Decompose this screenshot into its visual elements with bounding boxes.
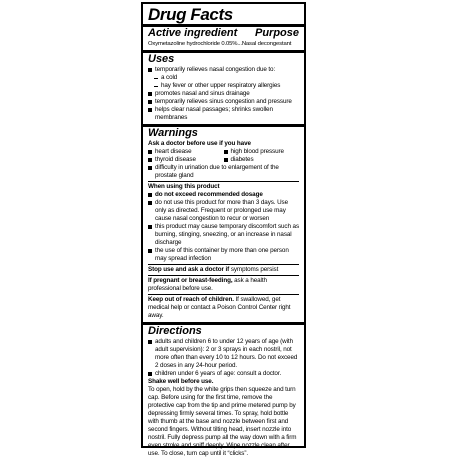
list-item: high blood pressure: [224, 148, 300, 156]
keep-out-text: If swallowed, get medical help or contact a Poison Control Center right away.: [148, 296, 291, 319]
active-ingredient-name: Oxymetazoline hydrochloride 0.05%: [148, 41, 238, 47]
list-item: thyroid disease: [148, 156, 224, 164]
list-item: do not use this product for more than 3 days. Use only as directed. Frequent or prolonged use may cause nasal congestion to recur or worsen: [148, 199, 299, 223]
warnings-section: [143, 124, 304, 322]
list-item: do not exceed recommended dosage: [148, 191, 299, 199]
pregnant-label: If pregnant or breast-feeding,: [148, 277, 233, 284]
keep-out-label: Keep out of reach of children.: [148, 296, 234, 303]
list-item: heart disease: [148, 148, 224, 156]
when-using-list: [148, 191, 299, 265]
leader-dots: ...: [237, 41, 242, 47]
list-item: difficulty in urination due to enlargement of the prostate gland: [148, 164, 299, 180]
list-item: adults and children 6 to under 12 years of age (with adult supervision): 2 or 3 sprays in each nostril, not more often than every 10 to 12 hours. Do not exceed 2 doses in any 24-hour period.: [148, 338, 299, 370]
uses-heading: Uses: [148, 53, 175, 65]
list-item: a cold: [148, 74, 299, 82]
list-item: hay fever or other upper respiratory allergies: [148, 82, 299, 90]
pregnant-line: [148, 277, 299, 295]
drug-facts-title: Drug Facts: [148, 5, 233, 24]
stop-use-line: [148, 266, 299, 276]
list-item: temporarily relieves nasal congestion due to:: [148, 66, 299, 74]
shake-notice: Shake well before use.: [148, 378, 214, 385]
active-ingredient-section: [143, 24, 304, 50]
uses-section: [143, 50, 304, 124]
keep-out-line: [148, 296, 299, 320]
directions-section: [143, 322, 304, 458]
conditions-list: [148, 148, 299, 164]
drug-facts-header: [143, 4, 304, 24]
stop-use-text: symptoms persist: [229, 266, 279, 273]
list-item: helps clear nasal passages; shrinks swollen membranes: [148, 106, 299, 122]
directions-instructions: To open, hold by the white grips then squeeze and turn cap. Before using for the first time, remove the protective cap from the tip and prime metered pump by depressing firmly several times. To spray, hold bottle with thumb at the base and nozzle between first and second fingers. Without tilting head, insert nozzle into nostril. Fully depress pump all the way down with a firm even stroke and sniff deeply. Wipe nozzle clean after use. To close, turn cap until it “clicks”.: [148, 386, 297, 457]
list-item: this product may cause temporary discomfort such as burning, stinging, sneezing, or an increase in nasal discharge: [148, 223, 299, 247]
list-item: the use of this container by more than one person may spread infection: [148, 247, 299, 263]
list-item: children under 6 years of age: consult a doctor.: [148, 370, 299, 378]
list-item: promotes nasal and sinus drainage: [148, 90, 299, 98]
list-item: temporarily relieves sinus congestion and pressure: [148, 98, 299, 106]
list-item: diabetes: [224, 156, 300, 164]
uses-list: [148, 66, 299, 122]
active-ingredient-line: [148, 40, 299, 50]
when-using-heading: When using this product: [148, 183, 220, 190]
directions-heading: Directions: [148, 325, 202, 337]
warnings-heading: Warnings: [148, 127, 198, 139]
ask-doctor-heading: Ask a doctor before use if you have: [148, 140, 251, 147]
conditions-list-long: [148, 164, 299, 182]
stop-use-label: Stop use and ask a doctor if: [148, 266, 230, 273]
purpose-text: Nasal decongestant: [241, 41, 292, 47]
directions-list: [148, 338, 299, 378]
purpose-heading: Purpose: [254, 27, 299, 39]
active-ingredient-heading: Active ingredient: [148, 27, 238, 39]
drug-facts-panel: [141, 2, 306, 457]
pregnant-text: ask a health professional before use.: [148, 277, 267, 292]
